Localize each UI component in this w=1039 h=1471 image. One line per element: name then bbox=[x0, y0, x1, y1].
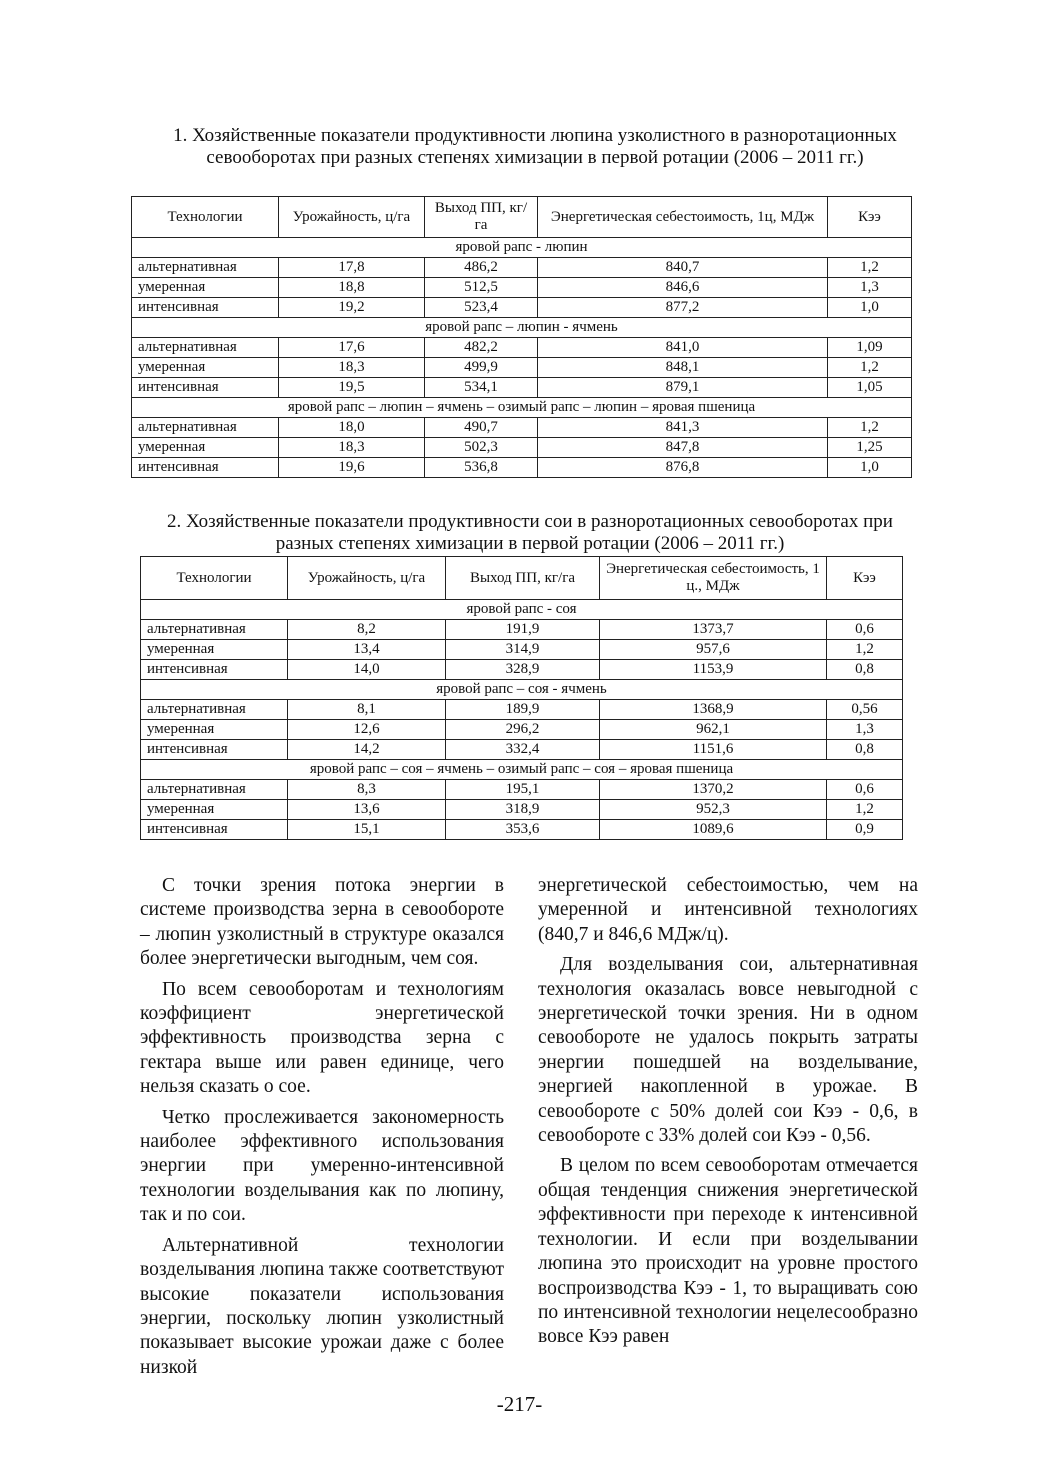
table-cell: 512,5 bbox=[425, 278, 538, 298]
table-cell: умеренная bbox=[132, 358, 279, 378]
table-row bbox=[132, 298, 912, 318]
section-title: яровой рапс – соя – ячмень – озимый рапс – соя – яровая пшеница bbox=[141, 760, 903, 780]
table-cell: альтернативная bbox=[141, 620, 288, 640]
table-cell: 499,9 bbox=[425, 358, 538, 378]
table-header-row bbox=[141, 557, 903, 600]
table-cell: 0,8 bbox=[827, 660, 903, 680]
table-cell: 1,0 bbox=[828, 458, 912, 478]
table-cell: умеренная bbox=[141, 800, 288, 820]
table-row bbox=[132, 258, 912, 278]
header-cell: Урожайность, ц/га bbox=[279, 197, 425, 238]
table-cell: 353,6 bbox=[446, 820, 600, 840]
table-cell: 17,6 bbox=[279, 338, 425, 358]
section-row bbox=[141, 760, 903, 780]
table-cell: 1089,6 bbox=[600, 820, 827, 840]
header-cell: Кээ bbox=[828, 197, 912, 238]
table-cell: 0,56 bbox=[827, 700, 903, 720]
section-row bbox=[132, 318, 912, 338]
table-cell: интенсивная bbox=[141, 820, 288, 840]
table-cell: 846,6 bbox=[538, 278, 828, 298]
table-row bbox=[141, 700, 903, 720]
table-cell: 0,6 bbox=[827, 780, 903, 800]
table-cell: 18,3 bbox=[279, 438, 425, 458]
table-cell: 18,3 bbox=[279, 358, 425, 378]
section-row bbox=[132, 238, 912, 258]
paragraph: С точки зрения потока энергии в системе производства зерна в севообороте – люпин узколистный в структуре оказался более энергетически выгодным, чем соя. bbox=[140, 875, 504, 970]
table2-caption: 2. Хозяйственные показатели продуктивности сои в разноротационных севооборотах при разных степенях химизации в первой ротации (2006 – 2011 гг.) bbox=[167, 511, 893, 554]
table-cell: 191,9 bbox=[446, 620, 600, 640]
header-cell: Урожайность, ц/га bbox=[288, 557, 446, 600]
table-cell: 8,2 bbox=[288, 620, 446, 640]
table-header-row bbox=[132, 197, 912, 238]
table-cell: 1,09 bbox=[828, 338, 912, 358]
table-cell: 328,9 bbox=[446, 660, 600, 680]
header-cell: Энергетическая себестоимость, 1ц, МДж bbox=[538, 197, 828, 238]
table-cell: 19,5 bbox=[279, 378, 425, 398]
table-cell: 877,2 bbox=[538, 298, 828, 318]
table-cell: 19,6 bbox=[279, 458, 425, 478]
table-cell: 841,3 bbox=[538, 418, 828, 438]
table-row bbox=[132, 358, 912, 378]
table-cell: 13,4 bbox=[288, 640, 446, 660]
table-cell: альтернативная bbox=[132, 338, 279, 358]
table-cell: 1373,7 bbox=[600, 620, 827, 640]
table-cell: 14,2 bbox=[288, 740, 446, 760]
table-cell: 8,1 bbox=[288, 700, 446, 720]
table-cell: 879,1 bbox=[538, 378, 828, 398]
header-cell: Энергетическая себестоимость, 1 ц., МДж bbox=[600, 557, 827, 600]
table-cell: 536,8 bbox=[425, 458, 538, 478]
table-row bbox=[141, 720, 903, 740]
table-cell: 1368,9 bbox=[600, 700, 827, 720]
paragraph: Четко прослеживается закономерность наиболее эффективного использования энергии при умеренно-интенсивной технологии возделывания как по люпину, так и по сои. bbox=[140, 1106, 504, 1226]
table-cell: 1151,6 bbox=[600, 740, 827, 760]
table-cell: 840,7 bbox=[538, 258, 828, 278]
table2 bbox=[140, 556, 903, 840]
section-row bbox=[141, 680, 903, 700]
section-title: яровой рапс – соя - ячмень bbox=[141, 680, 903, 700]
table-row bbox=[141, 820, 903, 840]
header-cell: Выход ПП, кг/га bbox=[446, 557, 600, 600]
table-cell: 1,0 bbox=[828, 298, 912, 318]
table-row bbox=[141, 800, 903, 820]
table-cell: 848,1 bbox=[538, 358, 828, 378]
table-cell: 8,3 bbox=[288, 780, 446, 800]
table-cell: 502,3 bbox=[425, 438, 538, 458]
table-cell: 14,0 bbox=[288, 660, 446, 680]
table-cell: 296,2 bbox=[446, 720, 600, 740]
section-title: яровой рапс - соя bbox=[141, 600, 903, 620]
table-cell: умеренная bbox=[132, 278, 279, 298]
table-cell: интенсивная bbox=[141, 740, 288, 760]
table-row bbox=[132, 338, 912, 358]
header-cell: Технологии bbox=[141, 557, 288, 600]
table-cell: 1,05 bbox=[828, 378, 912, 398]
table-cell: интенсивная bbox=[132, 458, 279, 478]
table-cell: 486,2 bbox=[425, 258, 538, 278]
table-cell: 1,3 bbox=[827, 720, 903, 740]
page-number: -217- bbox=[496, 1392, 543, 1416]
table-cell: 841,0 bbox=[538, 338, 828, 358]
table-row bbox=[132, 418, 912, 438]
table-cell: умеренная bbox=[132, 438, 279, 458]
table1-caption: 1. Хозяйственные показатели продуктивности люпина узколистного в разноротационных севооборотах при разных степенях химизации в первой ротации (2006 – 2011 гг.) bbox=[173, 125, 897, 168]
table-cell: 1370,2 bbox=[600, 780, 827, 800]
table-cell: 1,2 bbox=[827, 800, 903, 820]
table-cell: альтернативная bbox=[132, 418, 279, 438]
table-cell: 19,2 bbox=[279, 298, 425, 318]
table-cell: 189,9 bbox=[446, 700, 600, 720]
table-cell: 952,3 bbox=[600, 800, 827, 820]
table-cell: умеренная bbox=[141, 640, 288, 660]
table-row bbox=[132, 278, 912, 298]
header-cell: Кээ bbox=[827, 557, 903, 600]
paragraph: энергетической себестоимостью, чем на умеренной и интенсивной технологиях (840,7 и 846,6 МДж/ц). bbox=[538, 875, 918, 945]
table-row bbox=[141, 660, 903, 680]
table-cell: 957,6 bbox=[600, 640, 827, 660]
table-row bbox=[132, 378, 912, 398]
table-cell: интенсивная bbox=[132, 298, 279, 318]
table-cell: 17,8 bbox=[279, 258, 425, 278]
table-cell: 1,2 bbox=[828, 258, 912, 278]
table-cell: альтернативная bbox=[141, 700, 288, 720]
table-cell: 318,9 bbox=[446, 800, 600, 820]
table-row bbox=[141, 780, 903, 800]
table-row bbox=[141, 740, 903, 760]
table-cell: 0,8 bbox=[827, 740, 903, 760]
table-cell: 12,6 bbox=[288, 720, 446, 740]
table-cell: 482,2 bbox=[425, 338, 538, 358]
header-cell: Выход ПП, кг/га bbox=[425, 197, 538, 238]
section-title: яровой рапс – люпин - ячмень bbox=[132, 318, 912, 338]
table-cell: 195,1 bbox=[446, 780, 600, 800]
body-column-right bbox=[538, 874, 918, 1356]
table-cell: 13,6 bbox=[288, 800, 446, 820]
table-cell: 0,9 bbox=[827, 820, 903, 840]
table-cell: 523,4 bbox=[425, 298, 538, 318]
table-cell: 1,2 bbox=[828, 358, 912, 378]
section-row bbox=[132, 398, 912, 418]
paragraph: В целом по всем севооборотам отмечается общая тенденция снижения энергетической эффективности при переходе к интенсивной технологии. И если при возделывании люпина это происходит на уровне простого воспроизводства Кээ - 1, то выращивать сою по интенсивной технологии нецелесообразно вовсе Кээ равен bbox=[538, 1155, 918, 1348]
table-cell: 15,1 bbox=[288, 820, 446, 840]
table-cell: альтернативная bbox=[141, 780, 288, 800]
table-row bbox=[132, 438, 912, 458]
table-cell: 1,2 bbox=[828, 418, 912, 438]
table-cell: 490,7 bbox=[425, 418, 538, 438]
table-cell: 0,6 bbox=[827, 620, 903, 640]
paragraph: Альтернативной технологии возделывания люпина также соответствуют высокие показатели использования энергии, поскольку люпин узколистный показывает высокие урожаи даже с более низкой bbox=[140, 1234, 504, 1378]
table-cell: интенсивная bbox=[132, 378, 279, 398]
table-cell: 314,9 bbox=[446, 640, 600, 660]
paragraph: По всем севооборотам и технологиям коэффициент энергетической эффективность производства зерна с гектара выше или равен единице, чего нельзя сказать о сое. bbox=[140, 978, 504, 1098]
table-cell: 18,0 bbox=[279, 418, 425, 438]
table-cell: альтернативная bbox=[132, 258, 279, 278]
table-cell: 1,2 bbox=[827, 640, 903, 660]
body-column-left bbox=[140, 874, 504, 1386]
table-cell: 18,8 bbox=[279, 278, 425, 298]
table-row bbox=[141, 640, 903, 660]
section-title: яровой рапс – люпин – ячмень – озимый рапс – люпин – яровая пшеница bbox=[132, 398, 912, 418]
table1 bbox=[131, 196, 912, 478]
table-cell: 847,8 bbox=[538, 438, 828, 458]
table-cell: 876,8 bbox=[538, 458, 828, 478]
table-cell: 962,1 bbox=[600, 720, 827, 740]
table-row bbox=[132, 458, 912, 478]
table-cell: 534,1 bbox=[425, 378, 538, 398]
table-cell: интенсивная bbox=[141, 660, 288, 680]
paragraph: Для возделывания сои, альтернативная технология оказалась вовсе невыгодной с энергетической точки зрения. Ни в одном севообороте не удалось покрыть затраты энергии пошедшей на возделывание, энергией накопленной в урожае. В севообороте с 50% долей сои Кээ - 0,6, в севообороте с 33% долей сои Кээ - 0,56. bbox=[538, 954, 918, 1147]
table-cell: 1153,9 bbox=[600, 660, 827, 680]
section-row bbox=[141, 600, 903, 620]
table-cell: 1,3 bbox=[828, 278, 912, 298]
table-cell: 332,4 bbox=[446, 740, 600, 760]
table-cell: 1,25 bbox=[828, 438, 912, 458]
table-cell: умеренная bbox=[141, 720, 288, 740]
table-row bbox=[141, 620, 903, 640]
header-cell: Технологии bbox=[132, 197, 279, 238]
section-title: яровой рапс - люпин bbox=[132, 238, 912, 258]
